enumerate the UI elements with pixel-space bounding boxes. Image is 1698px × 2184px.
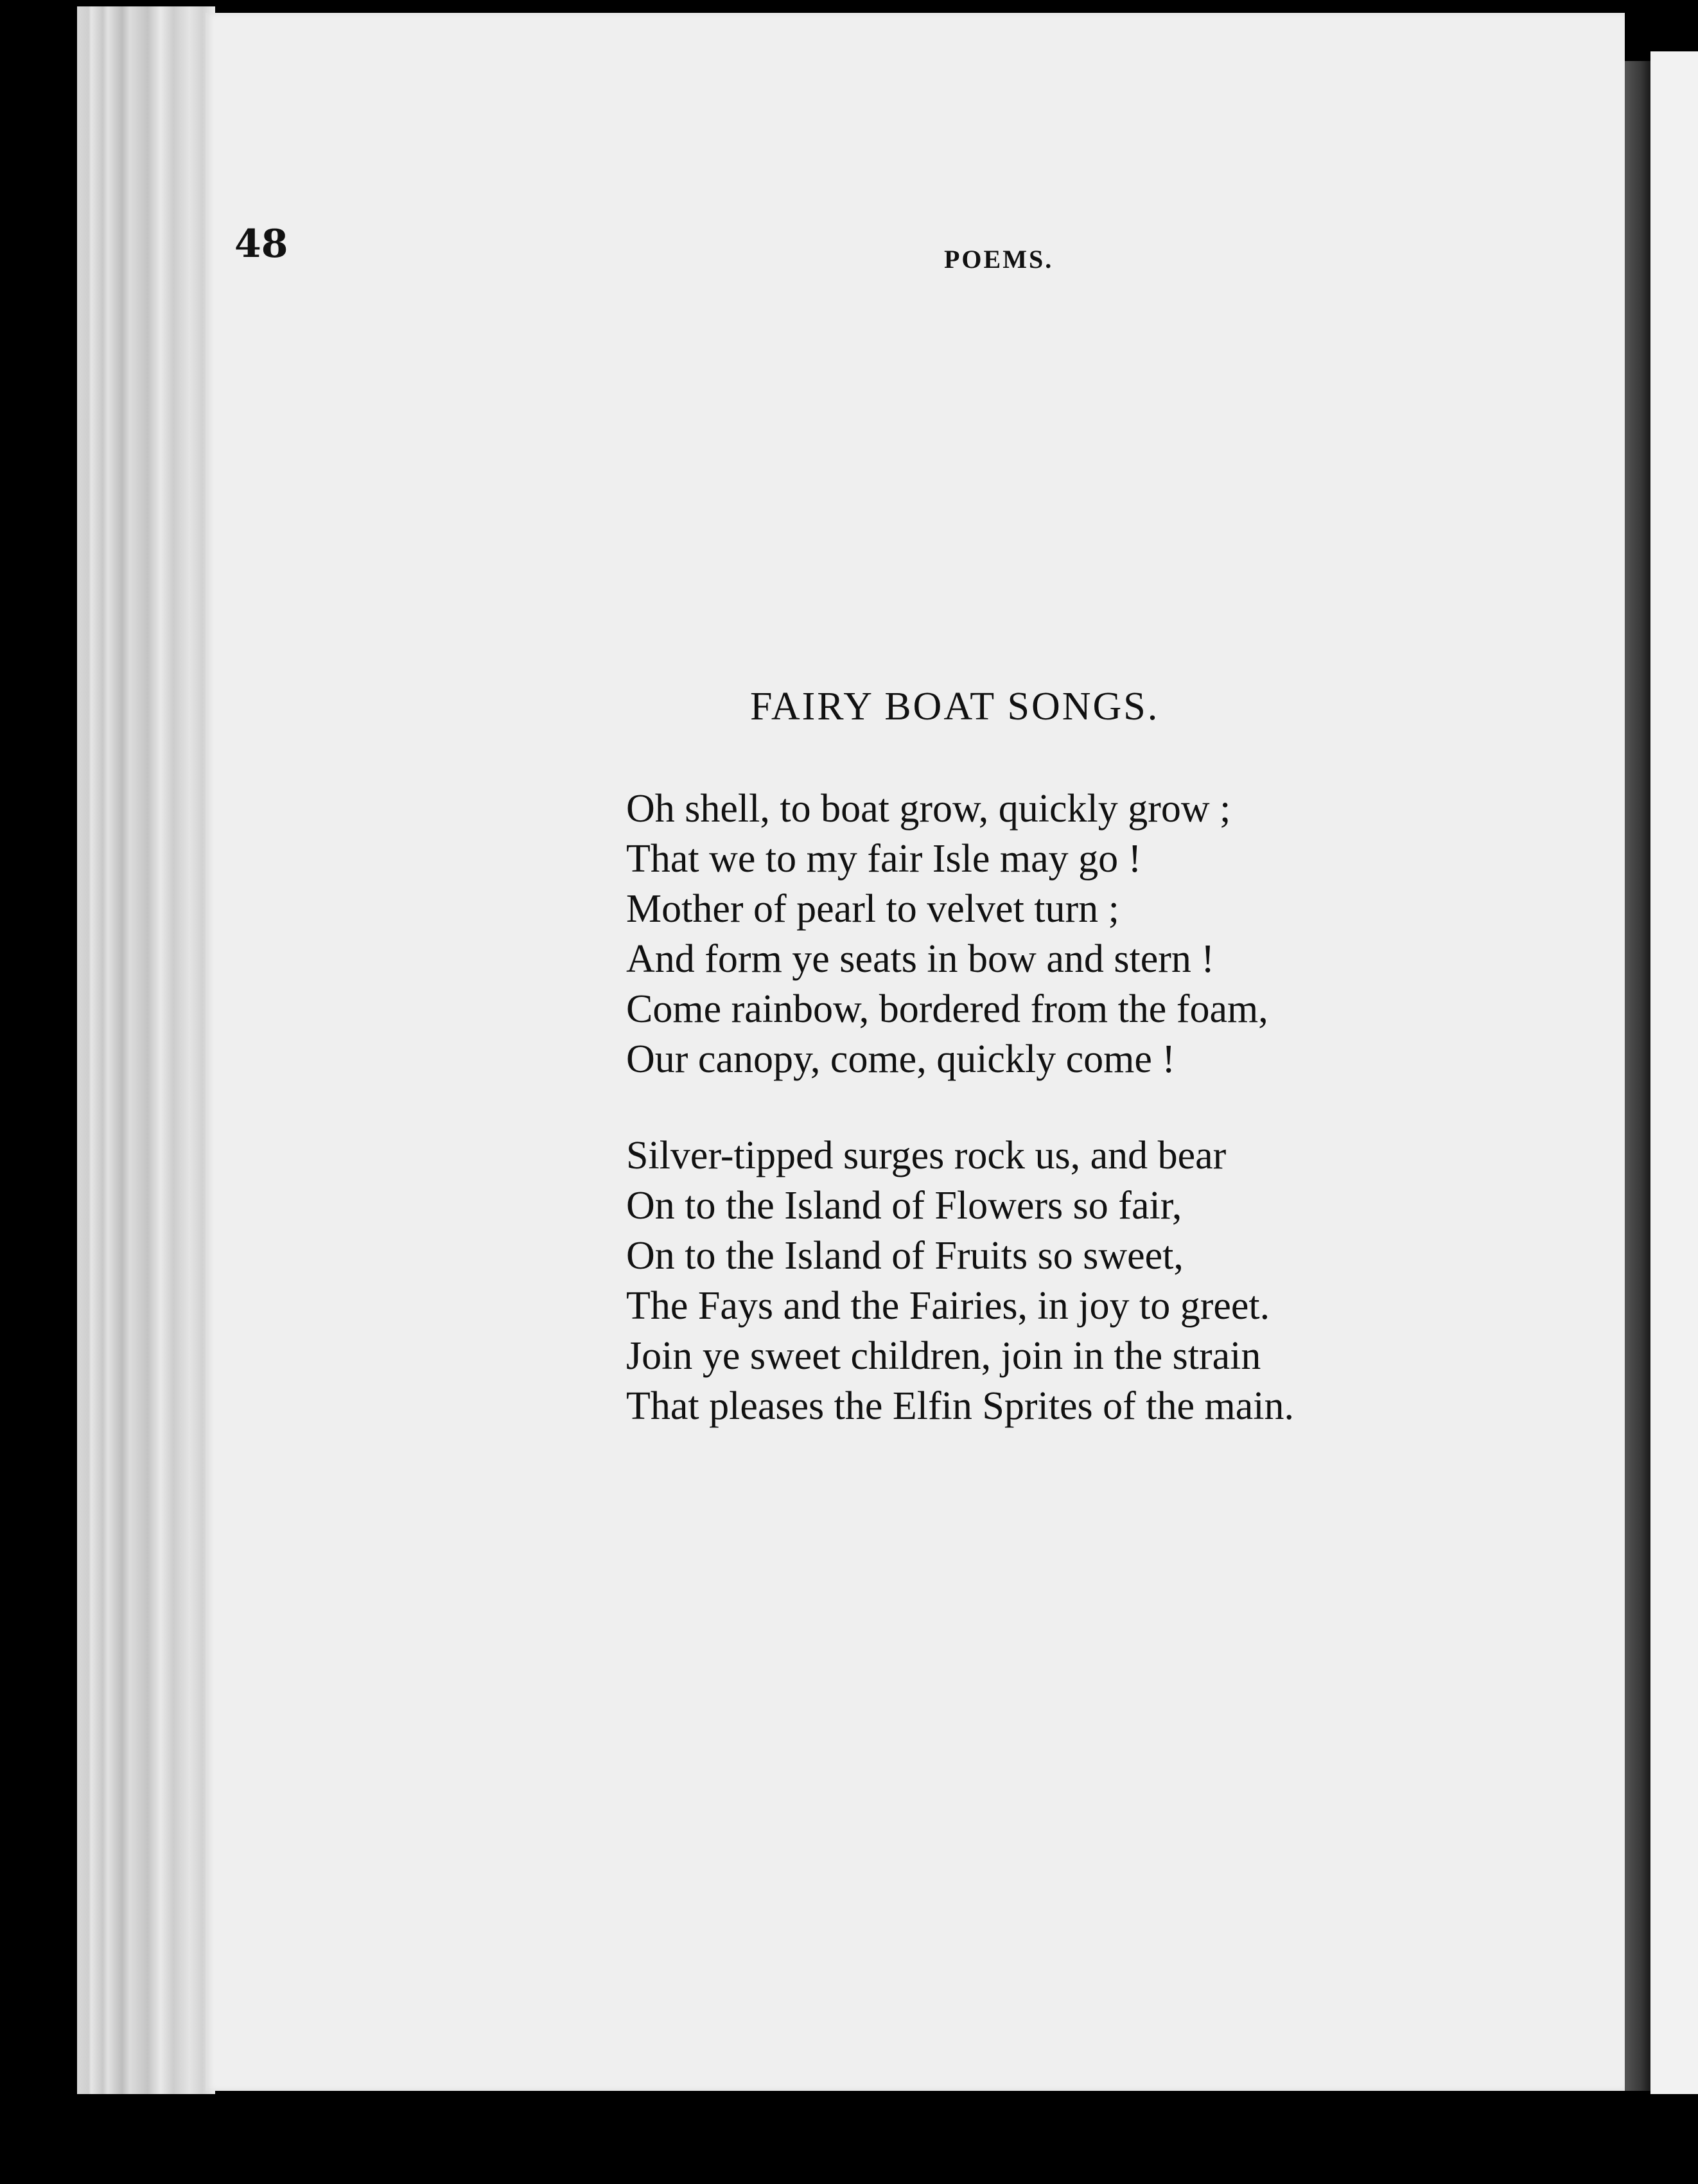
poem-line: On to the Island of Fruits so sweet,	[626, 1234, 1184, 1278]
poem-line: Come rainbow, bordered from the foam,	[626, 987, 1268, 1031]
stanza	[626, 784, 1268, 1084]
poem-line: Oh shell, to boat grow, quickly grow ;	[626, 787, 1231, 831]
poem-line: Our canopy, come, quickly come !	[626, 1037, 1176, 1081]
page-number: 48	[234, 222, 288, 267]
gutter-shadow	[1625, 61, 1650, 2091]
poem-line: That pleases the Elfin Sprites of the main.	[626, 1384, 1294, 1428]
stanza	[626, 1131, 1294, 1431]
poem-line: That we to my fair Isle may go !	[626, 837, 1142, 881]
poem-line: On to the Island of Flowers so fair,	[626, 1184, 1182, 1228]
poem-line: Join ye sweet children, join in the strain	[626, 1334, 1261, 1378]
poem-title: FAIRY BOAT SONGS.	[750, 685, 1160, 728]
poem-line: Silver-tipped surges rock us, and bear	[626, 1134, 1227, 1177]
poem-line: Mother of pearl to velvet turn ;	[626, 887, 1119, 931]
running-head: POEMS.	[944, 245, 1054, 274]
page-edges	[77, 6, 215, 2094]
poem-line: The Fays and the Fairies, in joy to greet.	[626, 1284, 1270, 1328]
facing-page-edge	[1650, 51, 1698, 2094]
poem-line: And form ye seats in bow and stern !	[626, 937, 1215, 981]
